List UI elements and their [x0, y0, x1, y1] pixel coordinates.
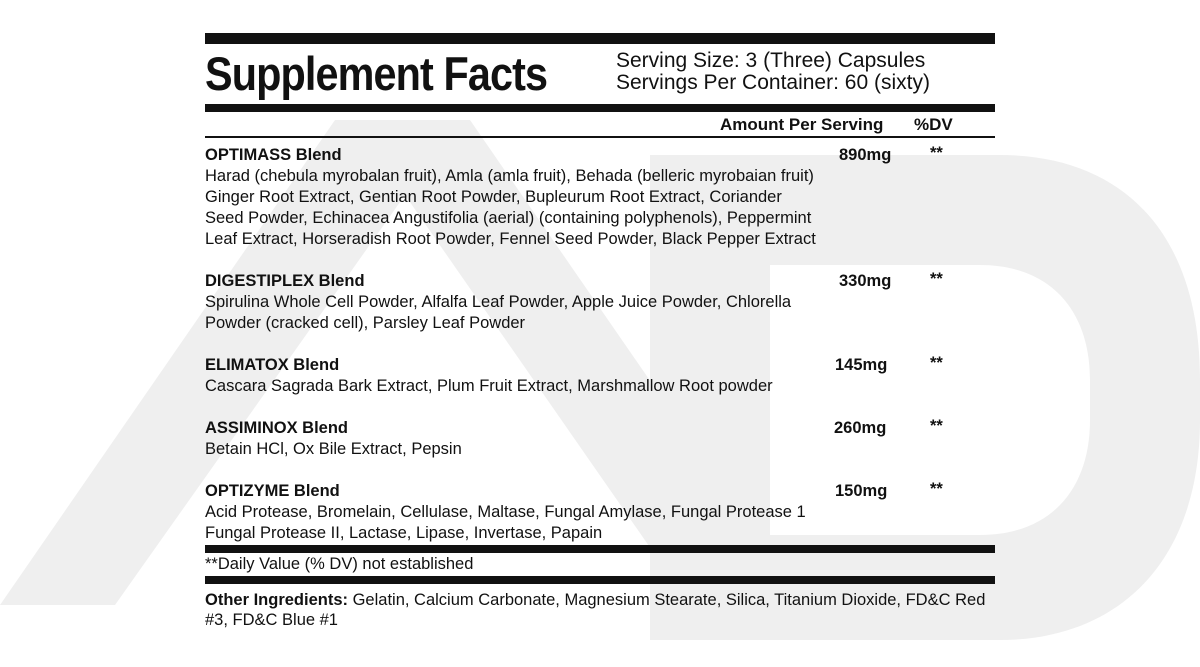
blend-optizyme: [205, 481, 995, 544]
blends-bottom-rule: [205, 545, 995, 553]
ingredient-line: Betain HCl, Ox Bile Extract, Pepsin: [205, 440, 462, 458]
panel-title: Supplement Facts: [205, 47, 548, 100]
supplement-facts-panel: [205, 33, 995, 630]
blend-amount: 890mg: [839, 146, 892, 164]
ingredient-line: Acid Protease, Bromelain, Cellulase, Maltase, Fungal Amylase, Fungal Protease 1: [205, 503, 806, 521]
ingredient-line: Cascara Sagrada Bark Extract, Plum Fruit Extract, Marshmallow Root powder: [205, 377, 773, 395]
blend-name: ASSIMINOX Blend: [205, 419, 349, 437]
blend-dv: **: [930, 480, 943, 498]
blend-amount: 150mg: [835, 482, 888, 500]
ingredient-line: Seed Powder, Echinacea Angustifolia (aerial) (containing polyphenols), Peppermint: [205, 209, 812, 227]
column-headers: [205, 112, 995, 136]
dv-footnote: **Daily Value (% DV) not established: [205, 555, 474, 573]
ingredient-line: Harad (chebula myrobalan fruit), Amla (amla fruit), Behada (belleric myrobaian fruit): [205, 167, 814, 185]
blend-dv: **: [930, 354, 943, 372]
dv-header: %DV: [914, 115, 953, 134]
ingredient-line: Ginger Root Extract, Gentian Root Powder, Bupleurum Root Extract, Coriander: [205, 188, 782, 206]
blend-dv: **: [930, 417, 943, 435]
blend-dv: **: [930, 144, 943, 162]
amount-per-serving-header: Amount Per Serving: [720, 115, 884, 134]
other-ingredients: [205, 590, 995, 630]
blend-amount: 145mg: [835, 356, 888, 374]
blend-name: OPTIMASS Blend: [205, 146, 342, 164]
blend-name: OPTIZYME Blend: [205, 482, 340, 500]
column-header-rule: [205, 136, 995, 138]
blend-elimatox: [205, 355, 995, 397]
ingredient-line: Spirulina Whole Cell Powder, Alfalfa Leaf Powder, Apple Juice Powder, Chlorella: [205, 293, 792, 311]
ingredient-line: Leaf Extract, Horseradish Root Powder, Fennel Seed Powder, Black Pepper Extract: [205, 230, 816, 248]
blend-amount: 330mg: [839, 272, 892, 290]
serving-info: [616, 50, 930, 94]
blend-name: DIGESTIPLEX Blend: [205, 272, 365, 290]
ingredient-line: Fungal Protease II, Lactase, Lipase, Invertase, Papain: [205, 524, 603, 542]
footnote-rule: [205, 576, 995, 584]
other-ingredients-label: Other Ingredients:: [205, 591, 349, 609]
other-ingredients-text: Gelatin, Calcium Carbonate, Magnesium Stearate, Silica, Titanium Dioxide, FD&C Red #3, FD&C Blue #1: [205, 591, 986, 629]
blend-optimass: [205, 145, 995, 250]
blend-dv: **: [930, 270, 943, 288]
blend-assiminox: [205, 418, 995, 460]
blend-name: ELIMATOX Blend: [205, 356, 340, 374]
blend-amount: 260mg: [834, 419, 887, 437]
servings-per-container: Servings Per Container: 60 (sixty): [616, 71, 930, 94]
top-rule: [205, 33, 995, 44]
ingredient-line: Powder (cracked cell), Parsley Leaf Powder: [205, 314, 526, 332]
panel-header: [205, 44, 995, 104]
blend-digestiplex: [205, 271, 995, 334]
serving-size: Serving Size: 3 (Three) Capsules: [616, 49, 926, 72]
header-rule: [205, 104, 995, 112]
